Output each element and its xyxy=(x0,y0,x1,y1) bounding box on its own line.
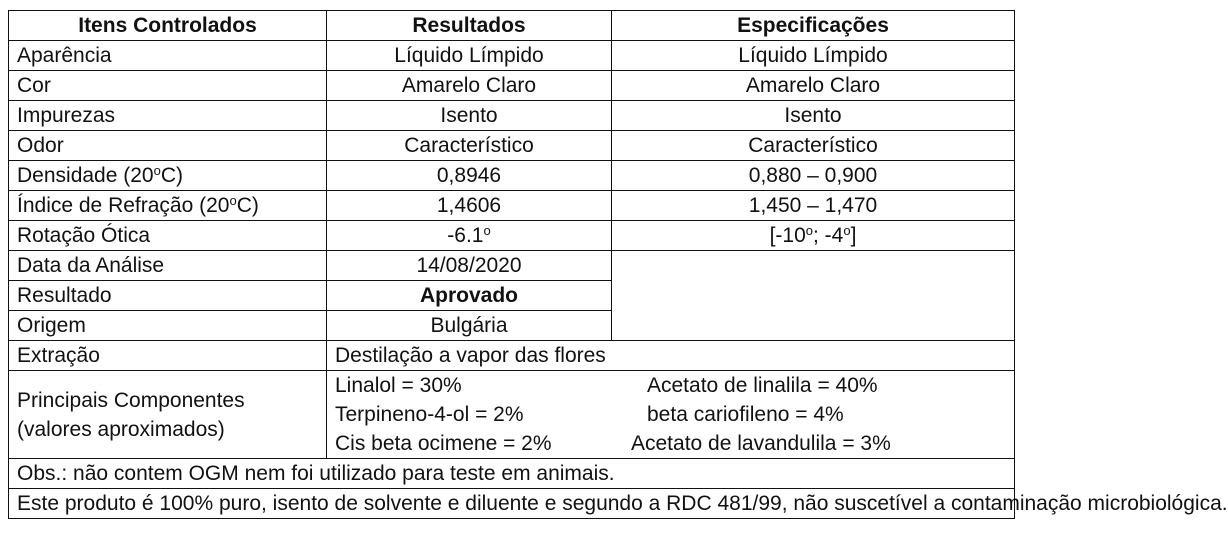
header-specifications: Especificações xyxy=(612,11,1015,41)
spec-text-mid: ; -4 xyxy=(813,223,844,247)
extraction-value: Destilação a vapor das flores xyxy=(327,341,1015,371)
result-cell-approved: Aprovado xyxy=(327,281,612,311)
item-cell xyxy=(9,371,327,459)
item-cell: Origem xyxy=(9,311,327,341)
result-cell: 0,8946 xyxy=(327,161,612,191)
header-results: Resultados xyxy=(327,11,612,41)
empty-area xyxy=(612,251,1015,341)
item-text: Densidade (20 xyxy=(17,163,154,187)
item-cell: Rotação Ótica xyxy=(9,221,327,251)
row-odor xyxy=(9,131,1015,161)
item-cell: Impurezas xyxy=(9,101,327,131)
row-componentes xyxy=(9,371,1015,459)
component-item: Acetato de lavandulila = 3% xyxy=(631,432,891,455)
result-cell: 14/08/2020 xyxy=(327,251,612,281)
row-nota xyxy=(9,489,1015,519)
degree-superscript: o xyxy=(229,192,237,208)
header-row xyxy=(9,11,1015,41)
spec-cell: Isento xyxy=(612,101,1015,131)
purity-statement: Este produto é 100% puro, isento de solvente e diluente e segundo a RDC 481/99, não suscetível a contaminação microbiológica. xyxy=(9,489,1015,519)
row-rotacao xyxy=(9,221,1015,251)
spec-cell: Líquido Límpido xyxy=(612,41,1015,71)
item-text-end: C) xyxy=(160,163,183,187)
item-cell: Data da Análise xyxy=(9,251,327,281)
component-item: Acetato de linalila = 40% xyxy=(647,374,878,397)
component-item: Linalol = 30% xyxy=(335,374,462,397)
item-text-line2: (valores aproximados) xyxy=(17,417,225,441)
item-cell: Aparência xyxy=(9,41,327,71)
result-cell: Líquido Límpido xyxy=(327,41,612,71)
components-grid xyxy=(335,371,1006,458)
item-cell: Odor xyxy=(9,131,327,161)
degree-superscript: o xyxy=(483,222,491,238)
spec-cell: 1,450 – 1,470 xyxy=(612,191,1015,221)
row-extracao xyxy=(9,341,1015,371)
item-text-line1: Principais Componentes xyxy=(17,388,245,412)
item-cell: Cor xyxy=(9,71,327,101)
result-cell: Bulgária xyxy=(327,311,612,341)
row-obs xyxy=(9,459,1015,489)
item-cell xyxy=(9,161,327,191)
item-text-end: C) xyxy=(236,193,259,217)
spec-cell: 0,880 – 0,900 xyxy=(612,161,1015,191)
components-list xyxy=(327,371,1015,459)
component-item: beta cariofileno = 4% xyxy=(647,403,844,426)
degree-superscript: o xyxy=(153,162,161,178)
item-text: Índice de Refração (20 xyxy=(17,193,230,217)
header-items: Itens Controlados xyxy=(9,11,327,41)
observation-text: Obs.: não contem OGM nem foi utilizado para teste em animais. xyxy=(9,459,1015,489)
component-item: Cis beta ocimene = 2% xyxy=(335,432,552,455)
spec-cell xyxy=(612,221,1015,251)
row-data-analise xyxy=(9,251,1015,281)
item-cell: Resultado xyxy=(9,281,327,311)
result-cell: Isento xyxy=(327,101,612,131)
row-impurezas xyxy=(9,101,1015,131)
result-cell xyxy=(327,221,612,251)
component-item: Terpineno-4-ol = 2% xyxy=(335,403,524,426)
spec-text-start: [-10 xyxy=(769,223,806,247)
item-cell: Extração xyxy=(9,341,327,371)
quality-control-table xyxy=(8,10,1228,519)
result-cell: Amarelo Claro xyxy=(327,71,612,101)
result-cell: 1,4606 xyxy=(327,191,612,221)
degree-superscript: o xyxy=(843,222,851,238)
result-text: -6.1 xyxy=(447,223,484,247)
row-refracao xyxy=(9,191,1015,221)
item-cell xyxy=(9,191,327,221)
row-densidade xyxy=(9,161,1015,191)
result-cell: Característico xyxy=(327,131,612,161)
row-cor xyxy=(9,71,1015,101)
spec-cell: Característico xyxy=(612,131,1015,161)
degree-superscript: o xyxy=(805,222,813,238)
spec-cell: Amarelo Claro xyxy=(612,71,1015,101)
spec-text-end: ] xyxy=(850,223,857,247)
row-aparencia xyxy=(9,41,1015,71)
